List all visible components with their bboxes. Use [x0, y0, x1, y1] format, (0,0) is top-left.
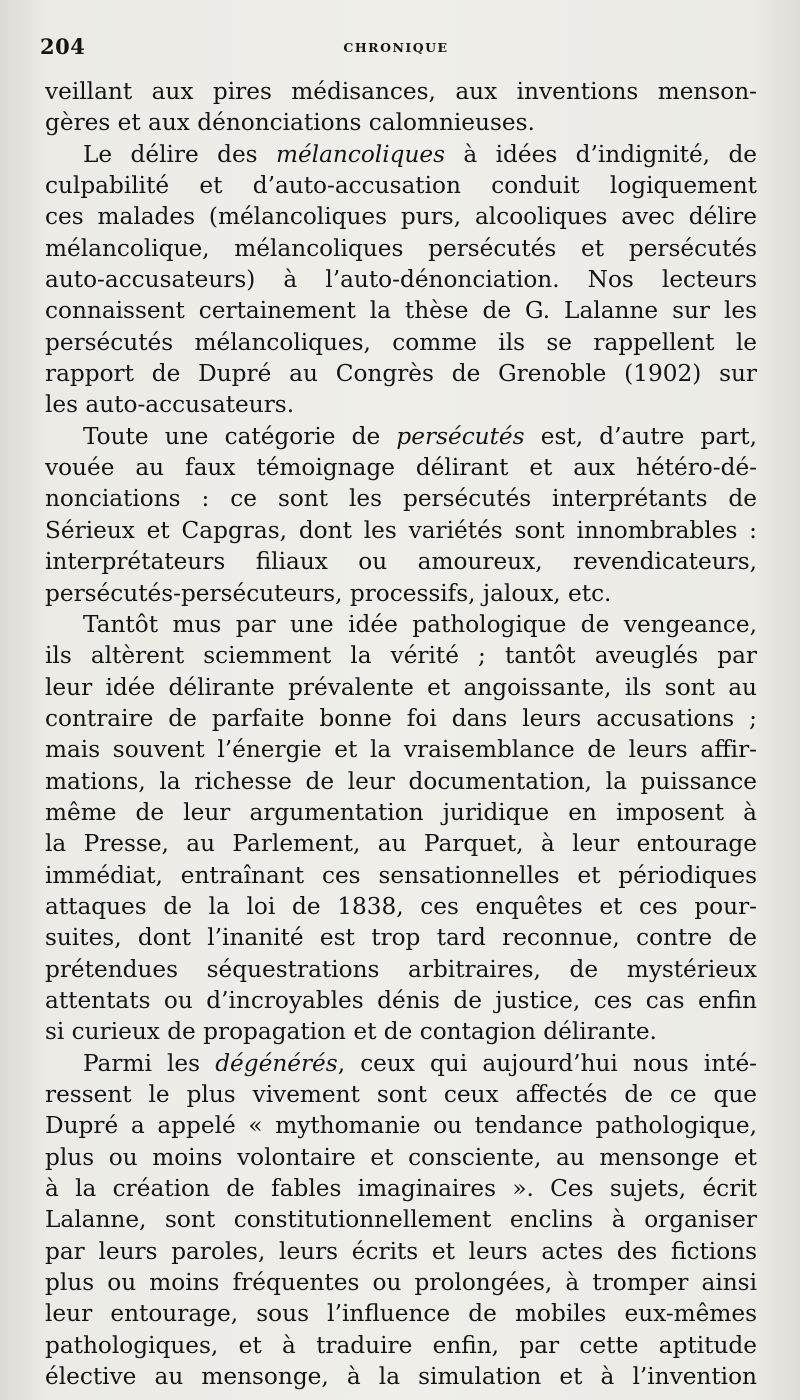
text-line: Dupré a appelé « mythomanie ou tendance pathologique, [45, 1112, 757, 1140]
text-line: la Presse, au Parlement, au Parquet, à leur entourage [45, 830, 757, 858]
italic-term: mélancoliques [275, 140, 446, 168]
text-line: mations, la richesse de leur documentation, la puissance [45, 767, 757, 795]
paragraph [45, 1048, 757, 1393]
text-line: par leurs paroles, leurs écrits et leurs actes des fictions [45, 1237, 757, 1265]
text-line: Lalanne, sont constitutionnellement enclins à organiser [45, 1206, 757, 1234]
text-line: élective au mensonge, à la simulation et à l’invention [45, 1363, 757, 1391]
text-line: suites, dont l’inanité est trop tard reconnue, contre de [45, 924, 757, 952]
text-line: ces malades (mélancoliques purs, alcooliques avec délire [45, 203, 757, 231]
text-line: persécutés mélancoliques, comme ils se rappellent le [45, 328, 757, 356]
body-text [45, 76, 757, 1392]
italic-term: dégénérés [215, 1049, 338, 1077]
text-line: à la création de fables imaginaires ». Ces sujets, écrit [45, 1175, 757, 1203]
text-line: leur idée délirante prévalente et angoissante, ils sont au [45, 673, 757, 701]
text-line: prétendues séquestrations arbitraires, de mystérieux [45, 955, 757, 983]
text-line: Parmi les dégénérés, ceux qui aujourd’hui nous inté- [83, 1049, 757, 1077]
paragraph [45, 609, 757, 1048]
section-title: CHRONIQUE [343, 40, 449, 55]
text-line: Toute une catégorie de persécutés est, d’autre part, [83, 422, 757, 450]
text-line: ressent le plus vivement sont ceux affectés de ce que [45, 1081, 757, 1108]
text-line: mais souvent l’énergie et la vraisemblance de leurs affir- [45, 736, 757, 764]
text-line: interprétateurs filiaux ou amoureux, revendicateurs, [45, 548, 757, 576]
running-head [40, 34, 752, 64]
text-line: plus ou moins volontaire et consciente, au mensonge et [45, 1143, 757, 1171]
text-line: Sérieux et Capgras, dont les variétés sont innombrables : [45, 516, 757, 544]
text-line: si curieux de propagation et de contagion délirante. [45, 1018, 657, 1046]
page-number: 204 [40, 34, 86, 59]
text-line: gères et aux dénonciations calomnieuses. [45, 109, 535, 137]
paragraph [45, 76, 757, 139]
text-line: attaques de la loi de 1838, ces enquêtes et ces pour- [45, 892, 757, 920]
text-line: attentats ou d’incroyables dénis de justice, ces cas enfin [45, 986, 757, 1014]
text-line: vouée au faux témoignage délirant et aux hétéro-dé- [45, 454, 757, 482]
text-line: mélancolique, mélancoliques persécutés et persécutés [45, 234, 757, 262]
text-line: culpabilité et d’auto-accusation conduit logiquement [45, 172, 757, 200]
text-line: immédiat, entraînant ces sensationnelles et périodiques [45, 861, 757, 889]
text-line: Tantôt mus par une idée pathologique de vengeance, [83, 610, 757, 638]
text-line: plus ou moins fréquentes ou prolongées, à tromper ainsi [45, 1269, 757, 1297]
text-line: nonciations : ce sont les persécutés interprétants de [45, 485, 757, 513]
text-line: même de leur argumentation juridique en imposent à [45, 798, 757, 826]
text-line: Le délire des mélancoliques à idées d’indignité, de [83, 140, 757, 168]
text-line: pathologiques, et à traduire enfin, par cette aptitude [45, 1331, 757, 1359]
italic-term: persécutés [396, 422, 525, 450]
text-line: persécutés-persécuteurs, processifs, jaloux, etc. [45, 579, 612, 607]
text-line: veillant aux pires médisances, aux inventions menson- [45, 78, 757, 105]
text-line: ils altèrent sciemment la vérité ; tantôt aveuglés par [45, 642, 757, 670]
text-line: connaissent certainement la thèse de G. Lalanne sur les [45, 297, 757, 325]
text-line: contraire de parfaite bonne foi dans leurs accusations ; [45, 704, 757, 732]
text-line: les auto-accusateurs. [45, 391, 295, 419]
paragraph [45, 421, 757, 609]
text-line: rapport de Dupré au Congrès de Grenoble (1902) sur [45, 360, 757, 388]
text-line: auto-accusateurs) à l’auto-dénonciation. Nos lecteurs [45, 266, 757, 294]
text-line: leur entourage, sous l’influence de mobiles eux-mêmes [45, 1300, 757, 1328]
paragraph [45, 139, 757, 421]
